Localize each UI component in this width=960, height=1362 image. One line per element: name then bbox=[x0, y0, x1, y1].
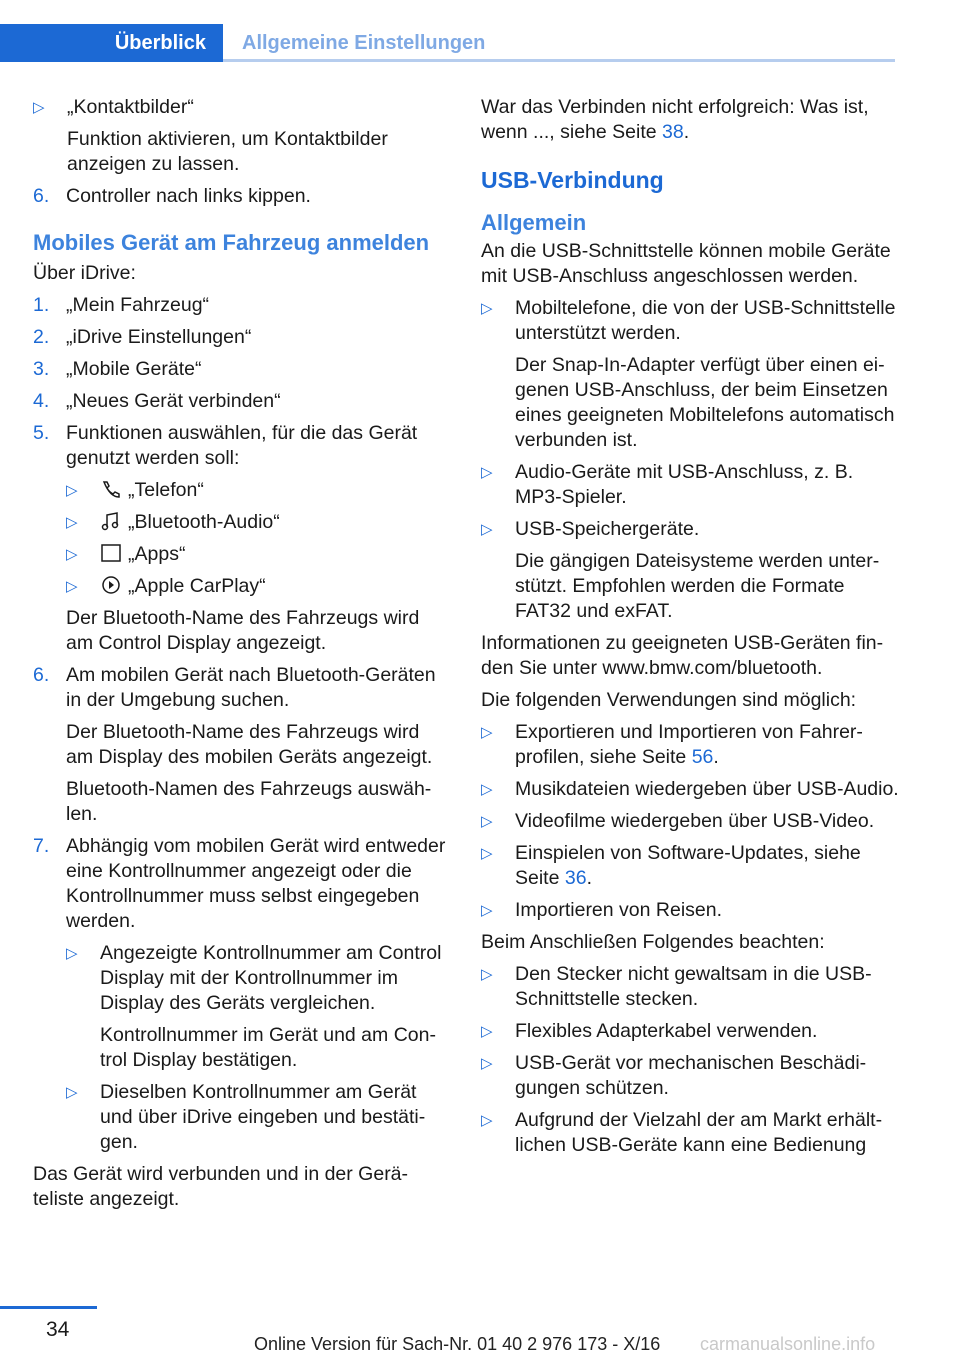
step bbox=[33, 663, 451, 827]
phone-icon bbox=[100, 479, 122, 499]
function-label: „Bluetooth-Audio“ bbox=[128, 511, 280, 533]
item-label: „Kontaktbilder“ bbox=[67, 96, 194, 118]
bullet-triangle-icon: ▷ bbox=[66, 546, 78, 563]
function-label: „Apps“ bbox=[128, 543, 186, 565]
bullet-triangle-icon: ▷ bbox=[66, 945, 78, 962]
item-text: Audio-Geräte mit USB-Anschluss, z. B. MP3-Spieler. bbox=[515, 461, 854, 508]
item-note: Kontrollnummer im Gerät und am Control Display bestätigen. bbox=[100, 1024, 436, 1071]
step-text: Controller nach links kippen. bbox=[66, 185, 311, 207]
bullet-triangle-icon: ▷ bbox=[481, 300, 493, 317]
list-item bbox=[481, 809, 899, 834]
step-text: Abhängig vom mobilen Gerät wird entweder eine Kontrollnummer angezeigt oder die Kontrollnummer muss selbst eingegeben werden. bbox=[66, 835, 446, 932]
item-text: Einspielen von Software-Updates, siehe Seite bbox=[515, 842, 861, 889]
item-text: Flexibles Adapterkabel verwenden. bbox=[515, 1020, 818, 1042]
section-heading: USB-Verbindung bbox=[481, 167, 664, 193]
step-number: 2. bbox=[33, 326, 50, 348]
step bbox=[33, 184, 451, 209]
bullet-triangle-icon: ▷ bbox=[481, 1055, 493, 1072]
intro-text: War das Verbinden nicht erfolgreich: Was ist, wenn ..., siehe Seite 38. bbox=[481, 96, 869, 143]
item-text: Aufgrund der Vielzahl der am Markt erhältlichen USB-Geräte kann eine Bedienung bbox=[515, 1109, 883, 1156]
list-item: ▷ Exportieren und Importieren von Fahrerprofilen, siehe Seite 56. bbox=[481, 721, 863, 768]
intro-span: War das Verbinden nicht erfolgreich: Was ist, wenn ..., siehe Seite bbox=[481, 96, 869, 143]
bullet-triangle-icon: ▷ bbox=[481, 521, 493, 538]
list-item bbox=[481, 296, 899, 453]
step-number: 1. bbox=[33, 294, 50, 316]
paragraph: Informationen zu geeigneten USB-Geräten finden Sie unter www.bmw.com/bluetooth. bbox=[481, 632, 884, 679]
step-note: Der Bluetooth-Name des Fahrzeugs wird am Control Display angezeigt. bbox=[66, 607, 420, 654]
subsection-heading: Allgemein bbox=[481, 210, 587, 235]
step-number: 3. bbox=[33, 358, 50, 380]
watermark: carmanualsonline.info bbox=[700, 1334, 876, 1354]
list-item bbox=[66, 478, 451, 503]
item-note: Der Snap-In-Adapter verfügt über einen eigenen USB-Anschluss, der beim Einsetzen eines geeigneten Mobiltelefons automatisch verbunden ist. bbox=[515, 354, 895, 451]
step-number: 6. bbox=[33, 664, 50, 686]
step-number: 4. bbox=[33, 390, 50, 412]
item-text: Videofilme wiedergeben über USB-Video. bbox=[515, 810, 875, 832]
right-column bbox=[481, 95, 899, 1165]
paragraph: An die USB-Schnittstelle können mobile Geräte mit USB-Anschluss angeschlossen werden. bbox=[481, 240, 891, 287]
list-item bbox=[66, 574, 451, 599]
item-note: Die gängigen Dateisysteme werden unterstützt. Empfohlen werden die Formate FAT32 und exFAT. bbox=[515, 550, 880, 622]
page-number: 34 bbox=[46, 1318, 70, 1341]
list-item bbox=[481, 460, 899, 510]
list-item bbox=[481, 517, 899, 624]
bullet-triangle-icon: ▷ bbox=[481, 1023, 493, 1040]
list-item bbox=[481, 1051, 899, 1101]
apps-icon bbox=[100, 543, 122, 563]
step bbox=[33, 421, 451, 656]
step bbox=[33, 325, 451, 350]
bullet-triangle-icon: ▷ bbox=[66, 514, 78, 531]
step bbox=[33, 389, 451, 414]
item-text: Mobiltelefone, die von der USB-Schnittstelle unterstützt werden. bbox=[515, 297, 896, 344]
footer-text: Online Version für Sach-Nr. 01 40 2 976 173 - X/16 bbox=[254, 1334, 661, 1354]
paragraph: Die folgenden Verwendungen sind möglich: bbox=[481, 689, 857, 711]
list-item bbox=[66, 1080, 451, 1155]
bullet-triangle-icon: ▷ bbox=[66, 578, 78, 595]
step-text: Am mobilen Gerät nach Bluetooth-Geräten in der Umgebung suchen. bbox=[66, 664, 436, 711]
step-number: 5. bbox=[33, 422, 50, 444]
function-label: „Apple CarPlay“ bbox=[128, 575, 266, 597]
list-item bbox=[481, 1108, 899, 1158]
item-text: Importieren von Reisen. bbox=[515, 899, 723, 921]
step-text: „Mobile Geräte“ bbox=[66, 358, 202, 380]
item-text: USB-Gerät vor mechanischen Beschädigungen schützen. bbox=[515, 1052, 867, 1099]
item-text: Musikdateien wiedergeben über USB-Audio. bbox=[515, 778, 899, 800]
bullet-triangle-icon: ▷ bbox=[481, 902, 493, 919]
list-item bbox=[66, 510, 451, 535]
step-text: „iDrive Einstellungen“ bbox=[66, 326, 252, 348]
step-text: „Neues Gerät verbinden“ bbox=[66, 390, 281, 412]
bullet-triangle-icon: ▷ bbox=[481, 845, 493, 862]
music-note-icon bbox=[100, 511, 122, 531]
item-text: Angezeigte Kontrollnummer am Control Display mit der Kontrollnummer im Display des Geräts vergleichen. bbox=[100, 942, 442, 1014]
tab-allgemeine-einstellungen[interactable]: Allgemeine Einstellungen bbox=[242, 32, 486, 54]
page-link[interactable]: 56 bbox=[691, 746, 714, 768]
step-note: Bluetooth-Namen des Fahrzeugs auswählen. bbox=[66, 778, 432, 825]
bullet-triangle-icon: ▷ bbox=[481, 1112, 493, 1129]
bullet-triangle-icon: ▷ bbox=[481, 966, 493, 983]
intro-text: Über iDrive: bbox=[33, 262, 136, 284]
list-item bbox=[33, 95, 451, 177]
bullet-triangle-icon: ▷ bbox=[33, 99, 45, 116]
step-note: Der Bluetooth-Name des Fahrzeugs wird am Display des mobilen Geräts angezeigt. bbox=[66, 721, 433, 768]
item-text: USB-Speichergeräte. bbox=[515, 518, 700, 540]
outro-text: Das Gerät wird verbunden und in der Geräteliste angezeigt. bbox=[33, 1163, 409, 1210]
bullet-triangle-icon: ▷ bbox=[481, 781, 493, 798]
item-text: Exportieren und Importieren von Fahrerprofilen, siehe Seite bbox=[515, 721, 863, 768]
bullet-triangle-icon: ▷ bbox=[481, 464, 493, 481]
tab-ueberblick[interactable]: Überblick bbox=[0, 24, 223, 62]
list-item bbox=[481, 962, 899, 1012]
carplay-icon bbox=[100, 575, 122, 595]
function-label: „Telefon“ bbox=[128, 479, 204, 501]
bullet-triangle-icon: ▷ bbox=[481, 813, 493, 830]
item-text: Den Stecker nicht gewaltsam in die USB-Schnittstelle stecken. bbox=[515, 963, 872, 1010]
footer-rule bbox=[0, 1306, 97, 1309]
step-number: 7. bbox=[33, 835, 50, 857]
paragraph: Beim Anschließen Folgendes beachten: bbox=[481, 931, 825, 953]
item-desc: Funktion aktivieren, um Kontaktbilder anzeigen zu lassen. bbox=[67, 128, 388, 175]
step bbox=[33, 357, 451, 382]
list-item bbox=[481, 1019, 899, 1044]
header bbox=[0, 0, 895, 62]
page-link[interactable]: 38 bbox=[662, 121, 684, 143]
left-column bbox=[33, 95, 451, 1219]
list-item bbox=[66, 542, 451, 567]
bullet-triangle-icon: ▷ bbox=[481, 724, 493, 741]
list-item bbox=[481, 777, 899, 802]
item-text: Dieselben Kontrollnummer am Gerät und über iDrive eingeben und bestätigen. bbox=[100, 1081, 426, 1153]
list-item: ▷ Einspielen von Software-Updates, siehe Seite 36. bbox=[481, 842, 861, 889]
step-text: „Mein Fahrzeug“ bbox=[66, 294, 210, 316]
step-text: Funktionen auswählen, für die das Gerät genutzt werden soll: bbox=[66, 422, 418, 469]
list-item bbox=[66, 941, 451, 1073]
step-number: 6. bbox=[33, 185, 50, 207]
step bbox=[33, 834, 451, 1155]
section-heading: Mobiles Gerät am Fahrzeug anmelden bbox=[33, 230, 430, 255]
header-rule bbox=[223, 59, 895, 62]
bullet-triangle-icon: ▷ bbox=[66, 482, 78, 499]
step bbox=[33, 293, 451, 318]
bullet-triangle-icon: ▷ bbox=[66, 1084, 78, 1101]
list-item bbox=[481, 898, 899, 923]
page-link[interactable]: 36 bbox=[564, 867, 587, 889]
